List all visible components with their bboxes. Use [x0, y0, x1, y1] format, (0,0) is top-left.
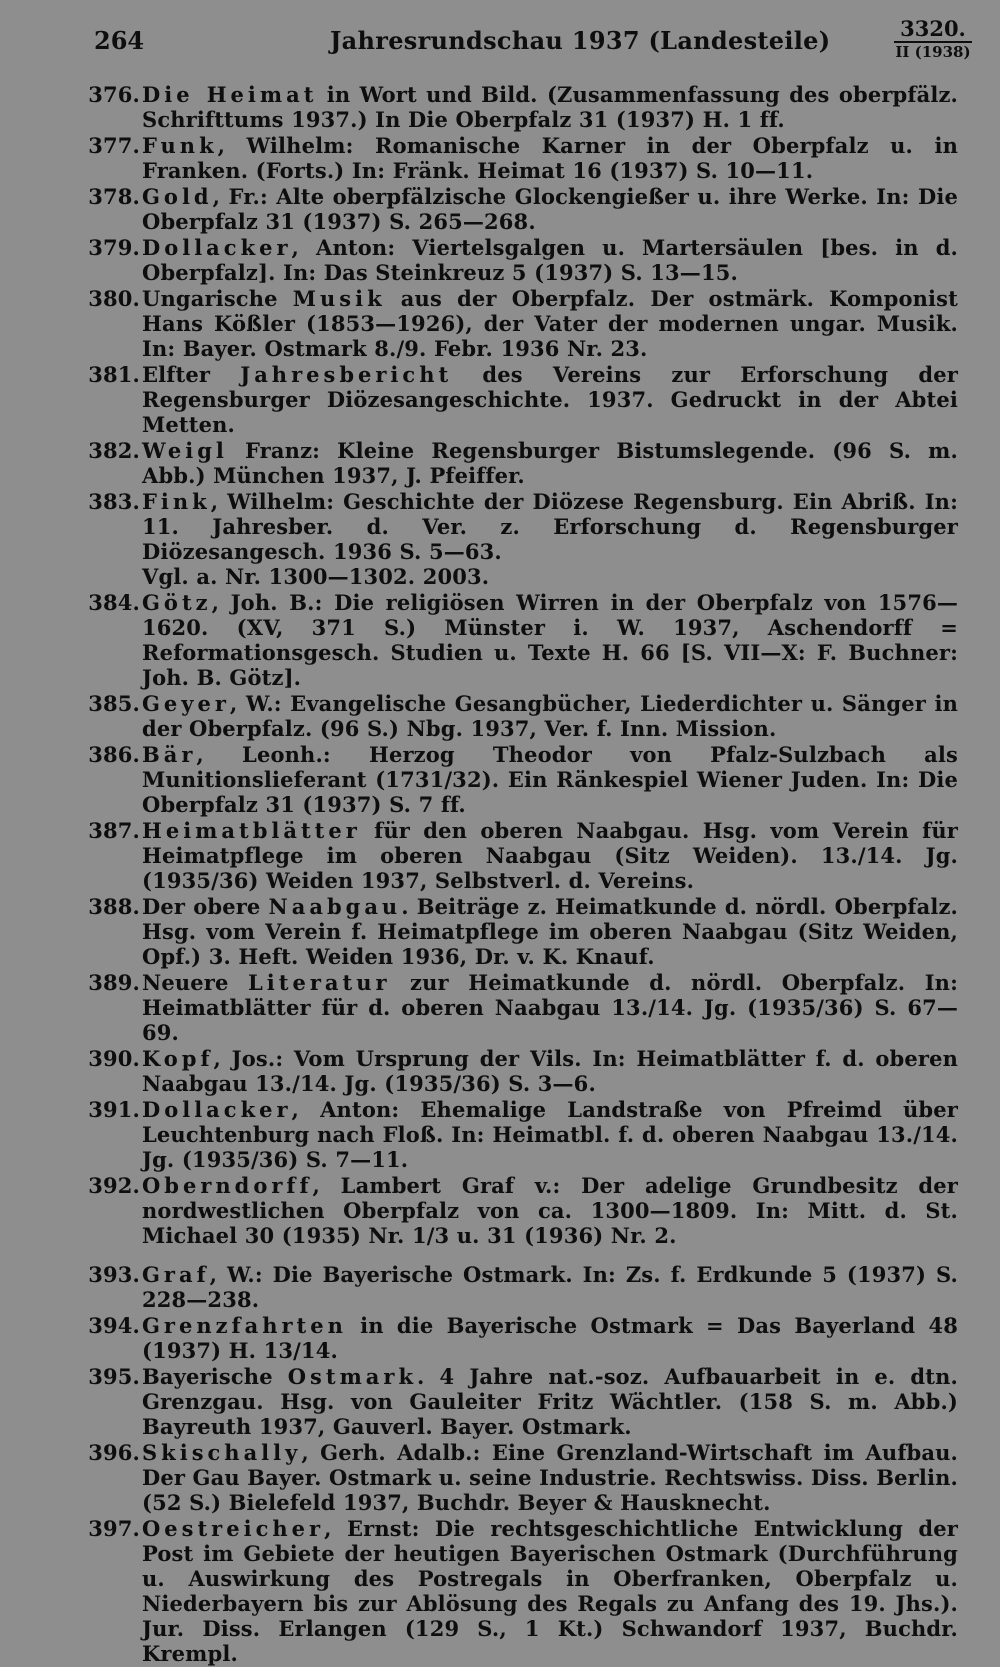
entry-citation: , Fr.: Alte oberpfälzische Glockengießer u. ihre Werke. In: Die Oberpfalz 31 (1937) S. 265—268.: [142, 184, 958, 234]
entry-citation: Franz: Kleine Regensburger Bistumslegende. (96 S. m. Abb.) München 1937, J. Pfeiffer.: [142, 438, 958, 488]
entry-author-spaced: Literatur: [248, 970, 391, 995]
entry-citation: , Gerh. Adalb.: Eine Grenzland-Wirtschaft im Aufbau. Der Gau Bayer. Ostmark u. seine Industrie. Rechtswiss. Diss. Berlin. (52 S.) Bielefeld 1937, Buchdr. Beyer & Hausknecht.: [142, 1440, 958, 1515]
entry-number: 395.: [88, 1364, 140, 1389]
entry-text: [142, 1173, 958, 1248]
entry-citation: für den oberen Naabgau. Hsg. vom Verein für Heimatpflege im oberen Naabgau (Sitz Weiden). 13./14. Jg. (1935/36) Weiden 1937, Selbstverl. d. Vereins.: [142, 818, 958, 893]
bibliography-entry: [78, 1440, 958, 1515]
bibliography-entry: [78, 1313, 958, 1363]
entry-number: 376.: [88, 82, 140, 107]
entry-author-spaced: Kopf: [142, 1046, 214, 1071]
entry-citation: . Beiträge z. Heimatkunde d. nördl. Oberpfalz. Hsg. vom Verein f. Heimatpflege im oberen Naabgau (Sitz Weiden, Opf.) 3. Heft. Weiden 1936, Dr. v. K. Knauf.: [142, 894, 959, 969]
bibliography-entry: [78, 970, 958, 1045]
entry-citation: , Wilhelm: Romanische Karner in der Oberpfalz u. in Franken. (Forts.) In: Fränk. Heimat 16 (1937) S. 10—11.: [142, 133, 958, 183]
entry-number: 383.: [88, 489, 140, 514]
entry-citation: zur Heimatkunde d. nördl. Oberpfalz. In: Heimatblätter für d. oberen Naabgau 13./14. Jg. (1935/36) S. 67—69.: [142, 970, 958, 1045]
entry-cross-reference: Vgl. a. Nr. 1300—1302. 2003.: [142, 564, 490, 589]
entry-citation: , Ernst: Die rechtsgeschichtliche Entwicklung der Post im Gebiete der heutigen Bayerischen Ostmark (Durchführung u. Auswirkung des Postregals in Oberfranken, Oberpfalz u. Niederbayern bis zur Ablösung des Regals zu Anfang des 19. Jhs.). Jur. Diss. Erlangen (129 S., 1 Kt.) Schwandorf 1937, Buchdr. Krempl.: [142, 1516, 958, 1666]
entry-number: 380.: [88, 286, 140, 311]
entry-number: 381.: [88, 362, 140, 387]
entry-citation: in Wort und Bild. (Zusammenfassung des oberpfälz. Schrifttums 1937.) In Die Oberpfalz 31 (1937) H. 1 ff.: [142, 82, 958, 132]
bibliography-entry: [78, 489, 958, 589]
entry-citation: in die Bayerische Ostmark = Das Bayerland 48 (1937) H. 13/14.: [142, 1313, 958, 1363]
entry-prefix: Bayerische: [142, 1364, 288, 1389]
bibliography-entry: [78, 894, 958, 969]
entry-text: [142, 489, 958, 564]
entry-number: 385.: [88, 691, 140, 716]
entry-text: [142, 1516, 958, 1666]
entry-citation: des Vereins zur Erforschung der Regensburger Diözesangeschichte. 1937. Gedruckt in der Abtei Metten.: [142, 362, 958, 437]
bibliography-list: [78, 82, 958, 1667]
entry-citation: , Jos.: Vom Ursprung der Vils. In: Heimatblätter f. d. oberen Naabgau 13./14. Jg. (1935/36) S. 3—6.: [142, 1046, 958, 1096]
entry-text: [142, 970, 958, 1045]
entry-number: 377.: [88, 133, 140, 158]
entry-text: [142, 438, 958, 488]
entry-number: 388.: [88, 894, 140, 919]
entry-text: [142, 894, 958, 969]
entry-number: 382.: [88, 438, 140, 463]
entry-number: 384.: [88, 590, 140, 615]
entry-author-spaced: Götz: [142, 590, 212, 615]
entry-text: [142, 286, 958, 361]
entry-text: [142, 1046, 958, 1096]
bibliography-entry: [78, 1516, 958, 1666]
entry-author-spaced: Gold: [142, 184, 213, 209]
bibliography-entry: [78, 133, 958, 183]
entry-number: 393.: [88, 1262, 140, 1287]
entry-citation: . 4 Jahre nat.-soz. Aufbauarbeit in e. dtn. Grenzgau. Hsg. von Gauleiter Fritz Wächtler. (158 S. m. Abb.) Bayreuth 1937, Gauverl. Bayer. Ostmark.: [142, 1364, 958, 1439]
entry-prefix: Der obere: [142, 894, 269, 919]
entry-author-spaced: Musik: [292, 286, 386, 311]
entry-number: 387.: [88, 818, 140, 843]
entry-author-spaced: Heimatblätter: [142, 818, 361, 843]
entry-text: [142, 590, 958, 690]
entry-author-spaced: Geyer: [142, 691, 230, 716]
entry-author-spaced: Dollacker: [142, 235, 292, 260]
entry-prefix: Ungarische: [142, 286, 293, 311]
bibliography-entry: [78, 742, 958, 817]
entry-author-spaced: Die Heimat: [142, 82, 318, 107]
entry-author-spaced: Dollacker: [142, 1097, 292, 1122]
entry-author-spaced: Naabgau: [268, 894, 402, 919]
entry-citation: , W.: Evangelische Gesangbücher, Liederdichter u. Sänger in der Oberpfalz. (96 S.) Nbg. 1937, Ver. f. Inn. Mission.: [142, 691, 958, 741]
entry-citation: , Leonh.: Herzog Theodor von Pfalz-Sulzbach als Munitionslieferant (1731/32). Ein Ränkespiel Wiener Juden. In: Die Oberpfalz 31 (1937) S. 7 ff.: [142, 742, 958, 817]
bibliography-entry: [78, 1364, 958, 1439]
entry-author-spaced: Fink: [142, 489, 211, 514]
bibliography-entry: [78, 1046, 958, 1096]
entry-author-spaced: Weigl: [142, 438, 228, 463]
entry-text: [142, 1364, 958, 1439]
entry-prefix: Neuere: [142, 970, 249, 995]
entry-text: [142, 691, 958, 741]
classification-mark: [894, 18, 972, 61]
entry-text: [142, 1262, 958, 1312]
entry-prefix: Elfter: [142, 362, 241, 387]
entry-number: 386.: [88, 742, 140, 767]
entry-text: [142, 742, 958, 817]
bibliography-entry: [78, 82, 958, 132]
bibliography-entry: [78, 1262, 958, 1312]
bibliography-entry: [78, 691, 958, 741]
entry-number: 394.: [88, 1313, 140, 1338]
entry-author-spaced: Graf: [142, 1262, 210, 1287]
page-number: 264: [94, 26, 145, 55]
entry-author-spaced: Jahresbericht: [240, 362, 453, 387]
entry-citation: , Anton: Ehemalige Landstraße von Pfreimd über Leuchtenburg nach Floß. In: Heimatbl. f. d. oberen Naabgau 13./14. Jg. (1935/36) S. 7—11.: [142, 1097, 958, 1172]
entry-citation: aus der Oberpfalz. Der ostmärk. Komponist Hans Kößler (1853—1926), der Vater der modernen ungar. Musik. In: Bayer. Ostmark 8./9. Febr. 1936 Nr. 23.: [142, 286, 958, 361]
entry-author-spaced: Oestreicher: [142, 1516, 325, 1541]
entry-citation: , W.: Die Bayerische Ostmark. In: Zs. f. Erdkunde 5 (1937) S. 228—238.: [142, 1262, 958, 1312]
entry-text: [142, 1097, 958, 1172]
entry-text: [142, 235, 958, 285]
bibliography-entry: [78, 438, 958, 488]
entry-citation: , Joh. B.: Die religiösen Wirren in der Oberpfalz von 1576—1620. (XV, 371 S.) Münster i. W. 1937, Aschendorff = Reformationsgesch. Studien u. Texte H. 66 [S. VII—X: F. Buchner: Joh. B. Götz].: [142, 590, 958, 690]
classification-volume: II (1938): [895, 43, 971, 61]
entry-author-spaced: Bär: [142, 742, 197, 767]
entry-text: [142, 1313, 958, 1363]
entry-citation: , Wilhelm: Geschichte der Diözese Regensburg. Ein Abriß. In: 11. Jahresber. d. Ver. z. Erforschung d. Regensburger Diözesangesch. 1936 S. 5—63.: [142, 489, 958, 564]
entry-author-spaced: Ostmark: [287, 1364, 418, 1389]
bibliography-entry: [78, 590, 958, 690]
entry-number: 378.: [88, 184, 140, 209]
bibliography-entry: [78, 818, 958, 893]
entry-author-spaced: Grenzfahrten: [142, 1313, 347, 1338]
entry-number: 392.: [88, 1173, 140, 1198]
bibliography-entry: [78, 362, 958, 437]
entry-number: 390.: [88, 1046, 140, 1071]
classification-number: 3320.: [900, 16, 966, 41]
page-header: [0, 18, 1000, 68]
entry-number: 391.: [88, 1097, 140, 1122]
entry-text: [142, 82, 958, 132]
entry-text: [142, 362, 958, 437]
entry-text: [142, 818, 958, 893]
entry-text: [142, 184, 958, 234]
entry-author-spaced: Skischally: [142, 1440, 302, 1465]
bibliography-entry: [78, 184, 958, 234]
entry-number: 389.: [88, 970, 140, 995]
entry-number: 379.: [88, 235, 140, 260]
entry-author-spaced: Funk: [142, 133, 218, 158]
entry-text: [142, 133, 958, 183]
entry-number: 397.: [88, 1516, 140, 1541]
entry-citation: , Anton: Viertelsgalgen u. Martersäulen [bes. in d. Oberpfalz]. In: Das Steinkreuz 5 (1937) S. 13—15.: [142, 235, 958, 285]
running-title: Jahresrundschau 1937 (Landesteile): [330, 26, 831, 55]
bibliography-entry: [78, 1097, 958, 1172]
entry-text: [142, 1440, 958, 1515]
entry-author-spaced: Oberndorff: [142, 1173, 313, 1198]
bibliography-entry: [78, 235, 958, 285]
entry-number: 396.: [88, 1440, 140, 1465]
entry-citation: , Lambert Graf v.: Der adelige Grundbesitz der nordwestlichen Oberpfalz von ca. 1300—1809. In: Mitt. d. St. Michael 30 (1935) Nr. 1/3 u. 31 (1936) Nr. 2.: [142, 1173, 958, 1248]
bibliography-entry: [78, 1173, 958, 1248]
bibliography-entry: [78, 286, 958, 361]
